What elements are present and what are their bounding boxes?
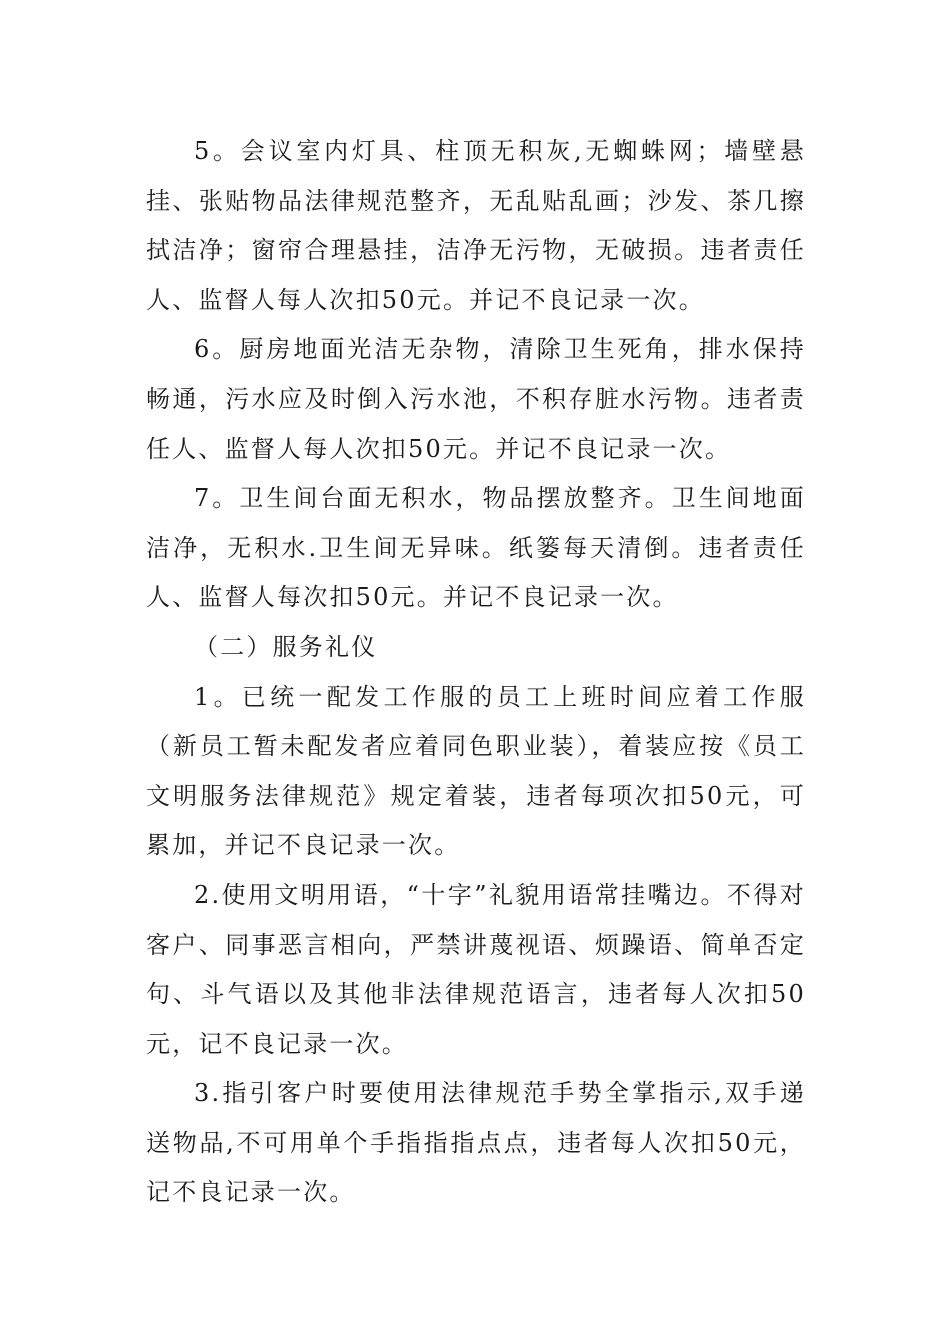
document-body [146, 127, 806, 1218]
paragraph-item-1: 1。已统一配发工作服的员工上班时间应着工作服（新员工暂未配发者应着同色职业装），着装应按《员工文明服务法律规范》规定着装，违者每项次扣50元，可累加，并记不良记录一次。 [146, 682, 806, 860]
paragraph-item-3: 3.指引客户时要使用法律规范手势全掌指示,双手递送物品,不可用单个手指指指点点，违者每人次扣50元，记不良记录一次。 [146, 1079, 806, 1207]
paragraph-item-2: 2.使用文明用语，“十字”礼貌用语常挂嘴边。不得对客户、同事恶言相向，严禁讲蔑视语、烦躁语、简单否定句、斗气语以及其他非法律规范语言，违者每人次扣50元，记不良记录一次。 [146, 880, 806, 1058]
paragraph-item-5: 5。会议室内灯具、柱顶无积灰,无蜘蛛网；墙壁悬挂、张贴物品法律规范整齐，无乱贴乱画；沙发、茶几擦拭洁净；窗帘合理悬挂，洁净无污物，无破损。违者责任人、监督人每人次扣50元。并记不良记录一次。 [146, 137, 806, 314]
paragraph-item-6: 6。厨房地面光洁无杂物，清除卫生死角，排水保持畅通，污水应及时倒入污水池，不积存脏水污物。违者责任人、监督人每人次扣50元。并记不良记录一次。 [146, 335, 806, 463]
paragraph-item-7: 7。卫生间台面无积水，物品摆放整齐。卫生间地面洁净，无积水.卫生间无异味。纸篓每天清倒。违者责任人、监督人每次扣50元。并记不良记录一次。 [146, 484, 806, 612]
section-heading-service-etiquette: （二）服务礼仪 [194, 632, 378, 661]
